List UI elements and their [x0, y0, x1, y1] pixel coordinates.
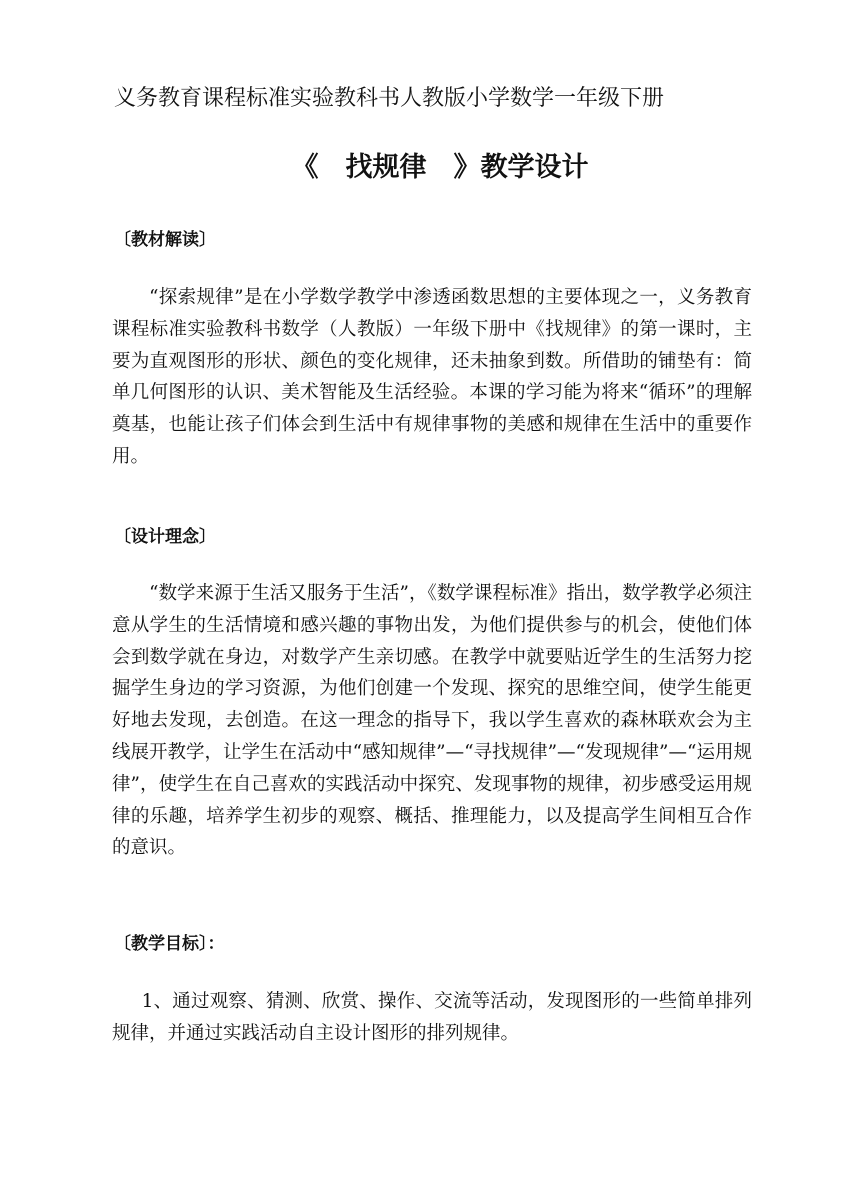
section-heading-material: 〔教材解读〕	[114, 230, 216, 250]
document-title: 《 找规律 》教学设计	[291, 152, 589, 183]
section-heading-concept: 〔设计理念〕	[114, 527, 216, 547]
section-heading-goals: 〔教学目标〕：	[114, 934, 225, 954]
section-body-material: “探索规律”是在小学数学教学中渗透函数思想的主要体现之一，义务教育课程标准实验教科书数学（人教版）一年级下册中《找规律》的第一课时，主要为直观图形的形状、颜色的变化规律，还未抽象到数。所借助的铺垫有：简单几何图形的认识、美术智能及生活经验。本课的学习能为将来“循环”的理解奠基，也能让孩子们体会到生活中有规律事物的美感和规律在生活中的重要作用。	[112, 287, 752, 467]
section-body-concept: “数学来源于生活又服务于生活”，《数学课程标准》指出，数学教学必须注意从学生的生活情境和感兴趣的事物出发，为他们提供参与的机会，使他们体会到数学就在身边，对数学产生亲切感。在教学中就要贴近学生的生活努力挖掘学生身边的学习资源，为他们创建一个发现、探究的思维空间，使学生能更好地去发现，去创造。在这一理念的指导下，我以学生喜欢的森林联欢会为主线展开教学，让学生在活动中“感知规律”—“寻找规律”—“发现规律”—“运用规律”，使学生在自己喜欢的实践活动中探究、发现事物的规律，初步感受运用规律的乐趣，培养学生初步的观察、概括、推理能力，以及提高学生间相互合作的意识。	[112, 583, 752, 859]
document-subtitle: 义务教育课程标准实验教科书人教版小学数学一年级下册	[114, 86, 665, 111]
section-body-goals: 1、通过观察、猜测、欣赏、操作、交流等活动，发现图形的一些简单排列规律，并通过实践活动自主设计图形的排列规律。	[112, 991, 752, 1044]
